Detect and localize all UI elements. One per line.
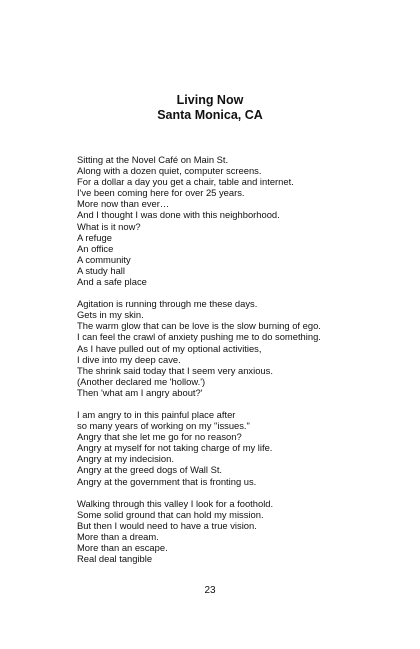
poem-line: More than a dream. [77, 530, 159, 542]
poem-stanza [77, 298, 377, 398]
poem-line: Real deal tangible [77, 553, 153, 565]
poem-line: As I have pulled out of my optional activities, [77, 342, 262, 354]
poem-line: Some solid ground that can hold my mission. [77, 508, 264, 520]
poem-line: A refuge [77, 231, 112, 243]
poem-line: Walking through this valley I look for a foothold. [77, 497, 274, 509]
poem-stanza [77, 498, 377, 565]
poem-line: A community [77, 253, 131, 265]
poem-line: Angry at the greed dogs of Wall St. [77, 464, 223, 476]
poem-line: The shrink said today that I seem very anxious. [77, 364, 273, 376]
poem-line: More now than ever… [77, 198, 170, 210]
poem-line: More than an escape. [77, 542, 168, 553]
poem-line: For a dollar a day you get a chair, table and internet. [77, 176, 294, 188]
poem-location: Santa Monica, CA [157, 108, 263, 122]
poem-line: I dive into my deep cave. [77, 353, 181, 365]
poem-line: Angry that she let me go for no reason? [77, 431, 242, 443]
poem-line: Agitation is running through me these days. [77, 298, 258, 310]
poem-line: Angry at my indecision. [77, 453, 174, 465]
poem-title: Living Now [176, 93, 244, 107]
poem-line: Then 'what am I angry about?' [77, 386, 203, 398]
poem-line: Angry at myself for not taking charge of my life. [77, 442, 273, 454]
poem-line: (Another declared me 'hollow.') [77, 375, 206, 387]
poem-line: The warm glow that can be love is the slow burning of ego. [77, 320, 321, 332]
poem-stanza [77, 154, 377, 287]
poem-line: An office [77, 242, 114, 254]
poem-stanza [77, 409, 377, 487]
poem-line: I am angry to in this painful place after [77, 408, 236, 420]
poem-line: And I thought I was done with this neighborhood. [77, 209, 280, 221]
poem-line: A study hall [77, 264, 125, 276]
poem-heading [0, 93, 420, 123]
poem-line: Angry at the government that is fronting us. [77, 475, 257, 487]
poem-line: What is it now? [77, 220, 141, 232]
poem-line: I can feel the crawl of anxiety pushing me to do something. [77, 331, 321, 343]
poem-line: And a safe place [77, 276, 147, 288]
poem-line: Gets in my skin. [77, 309, 144, 321]
poem-line: Sitting at the Novel Café on Main St. [77, 154, 229, 165]
page-number: 23 [204, 585, 216, 596]
poem-body [77, 154, 377, 575]
poem-line: But then I would need to have a true vision. [77, 519, 257, 531]
poem-line: I've been coming here for over 25 years. [77, 187, 245, 199]
poem-line: so many years of working on my "issues." [77, 420, 250, 432]
poem-line: Along with a dozen quiet, computer screens. [77, 165, 262, 177]
